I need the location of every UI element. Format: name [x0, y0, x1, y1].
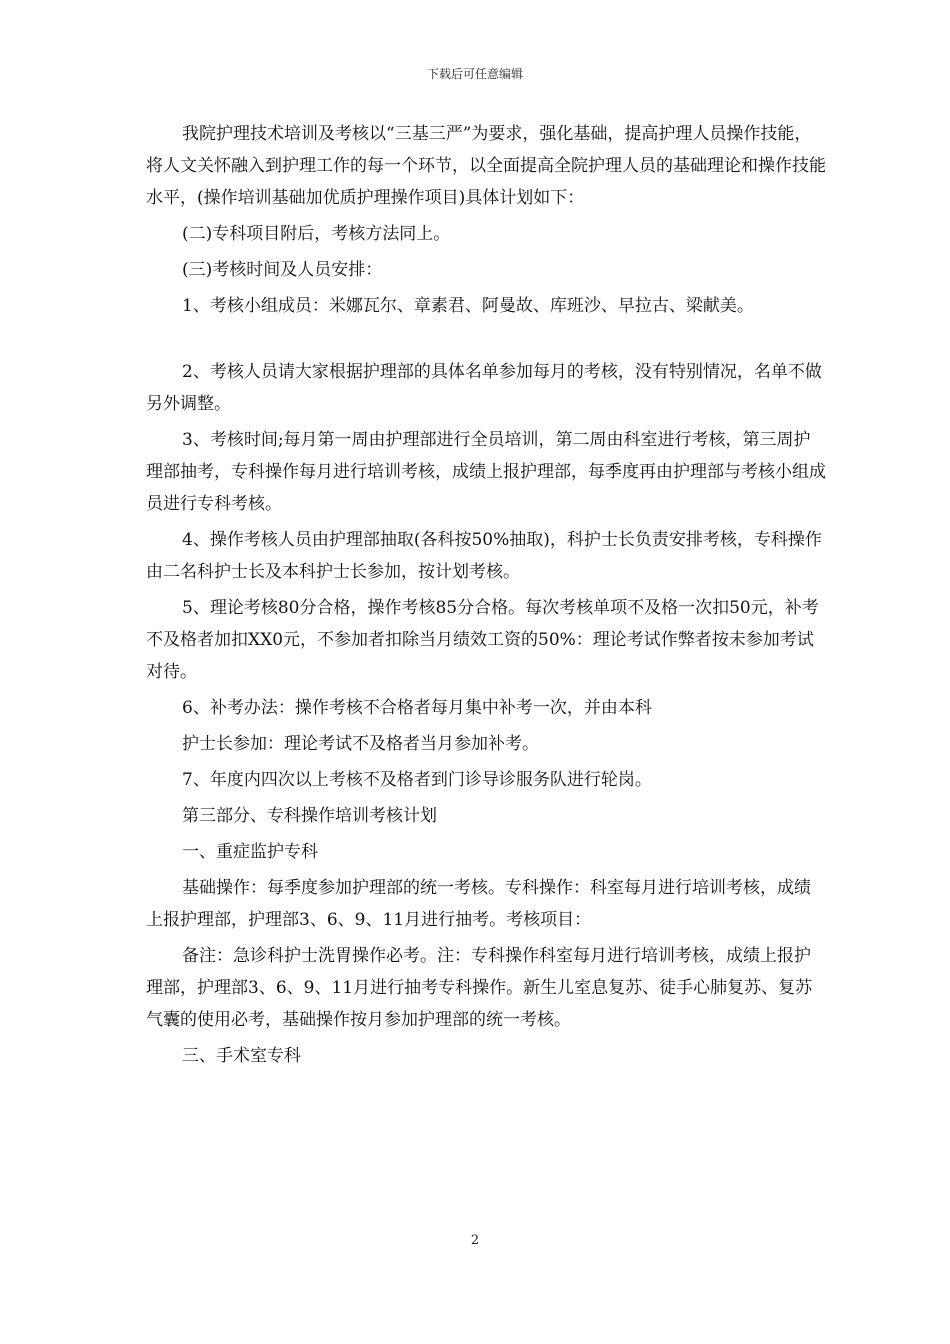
paragraph-item-6-cont: 护士长参加：理论考试不及格者当月参加补考。	[182, 734, 539, 754]
paragraph-intro: 我院护理技术培训及考核以“三基三严”为要求，强化基础，提高护理人员操作技能，将人文关怀融入到护理工作的每一个环节，以全面提高全院护理人员的基础理论和操作技能水平，(操作培训基础加优质护理操作项目)具体计划如下：	[146, 124, 826, 208]
paragraph-item-5: 5、理论考核80分合格，操作考核85分合格。每次考核单项不及格一次扣50元，补考不及格者加扣XX0元，不参加者扣除当月绩效工资的50%：理论考试作弊者按未参加考试对待。	[146, 598, 819, 682]
page-number: 2	[470, 1233, 480, 1248]
paragraph-specialty-items: (二)专科项目附后，考核方法同上。	[182, 224, 451, 244]
paragraph-item-6: 6、补考办法：操作考核不合格者每月集中补考一次，并由本科	[182, 698, 652, 718]
section-heading-icu: 一、重症监护专科	[182, 842, 318, 862]
paragraph-item-4: 4、操作考核人员由护理部抽取(各科按50%抽取)，科护士长负责安排考核，专科操作由二名科护士长及本科护士长参加，按计划考核。	[146, 530, 822, 582]
paragraph-remarks: 备注：急诊科护士洗胃操作必考。注：专科操作科室每月进行培训考核，成绩上报护理部，护理部3、6、9、11月进行抽考专科操作。新生儿室息复苏、徒手心肺复苏、复苏气囊的使用必考，基础操作按月参加护理部的统一考核。	[146, 946, 813, 1030]
paragraph-item-3: 3、考核时间;每月第一周由护理部进行全员培训，第二周由科室进行考核，第三周护理部抽考，专科操作每月进行培训考核，成绩上报护理部，每季度再由护理部与考核小组成员进行专科考核。	[146, 430, 826, 514]
paragraph-item-1: 1、考核小组成员：米娜瓦尔、章素君、阿曼故、库班沙、早拉古、梁献美。	[182, 296, 754, 316]
page-header: 下载后可任意编辑	[426, 67, 523, 81]
paragraph-schedule-heading: (三)考核时间及人员安排：	[182, 260, 383, 280]
document-body	[146, 118, 826, 1076]
paragraph-gap	[146, 326, 826, 356]
section-heading-part-3: 第三部分、专科操作培训考核计划	[182, 806, 437, 826]
paragraph-item-2: 2、考核人员请大家根据护理部的具体名单参加每月的考核，没有特别情况，名单不做另外调整。	[146, 362, 822, 414]
section-heading-or: 三、手术室专科	[182, 1046, 301, 1066]
paragraph-basic-ops: 基础操作：每季度参加护理部的统一考核。专科操作：科室每月进行培训考核，成绩上报护理部，护理部3、6、9、11月进行抽考。考核项目：	[146, 878, 811, 930]
paragraph-item-7: 7、年度内四次以上考核不及格者到门诊导诊服务队进行轮岗。	[182, 770, 652, 790]
